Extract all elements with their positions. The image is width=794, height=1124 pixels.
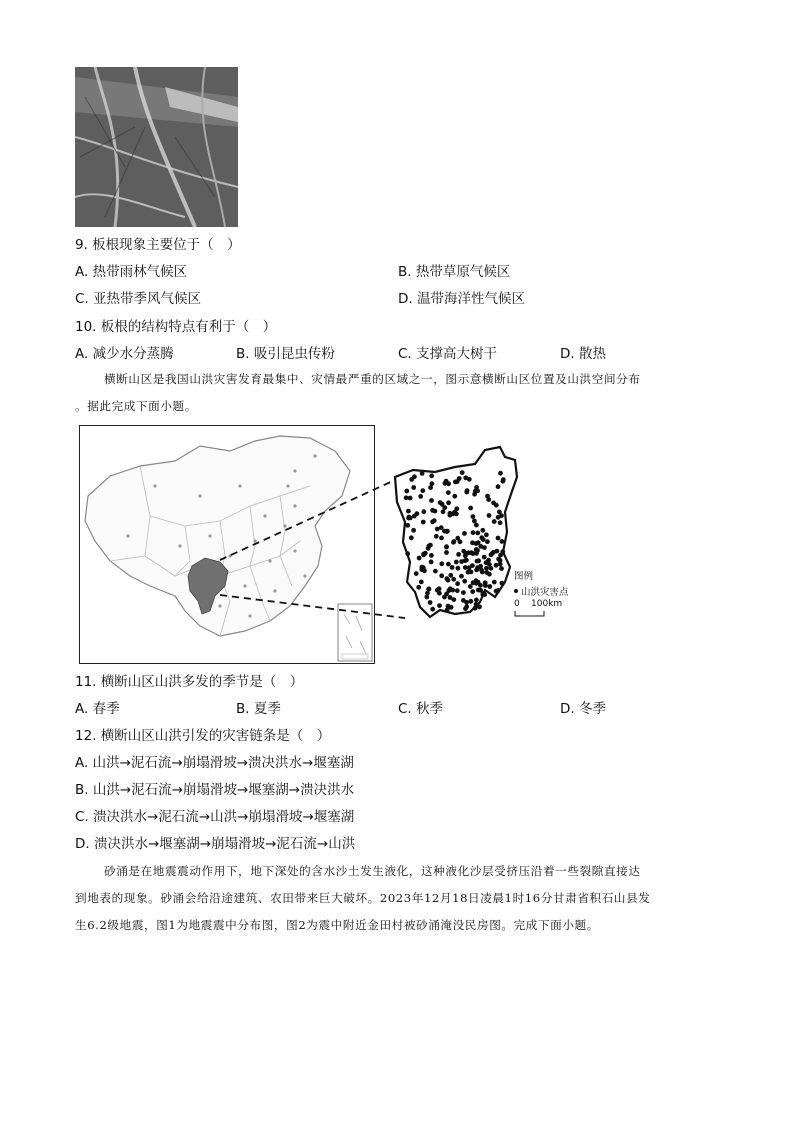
q9-option-a[interactable]: A. 热带雨林气候区 — [75, 264, 188, 280]
flood-point — [468, 599, 473, 604]
flood-point — [445, 529, 450, 534]
flood-point — [405, 551, 410, 556]
flood-point — [434, 534, 439, 539]
flood-point — [405, 523, 410, 528]
flood-point — [456, 566, 461, 571]
flood-point — [430, 481, 435, 486]
flood-point — [451, 540, 456, 545]
flood-point — [437, 586, 442, 591]
legend-title: 图例 — [514, 571, 534, 582]
q9-option-b[interactable]: B. 热带草原气候区 — [398, 264, 511, 280]
flood-point — [471, 514, 476, 519]
flood-point — [428, 543, 433, 548]
flood-point — [476, 558, 481, 563]
q11-stem: 11. 横断山区山洪多发的季节是（ ） — [75, 674, 304, 690]
legend-row — [514, 584, 569, 598]
flood-point — [444, 479, 449, 484]
connector-lines — [200, 470, 410, 630]
flood-point — [478, 588, 483, 593]
flood-point — [461, 590, 466, 595]
flood-point — [448, 573, 453, 578]
flood-point — [496, 536, 501, 541]
flood-point — [496, 484, 501, 489]
flood-point — [470, 540, 475, 545]
flood-point — [429, 498, 434, 503]
flood-point — [474, 602, 479, 607]
flood-point — [451, 577, 456, 582]
flood-point — [433, 509, 438, 514]
flood-point — [428, 600, 433, 605]
flood-point — [418, 494, 423, 499]
flood-point — [442, 595, 447, 600]
flood-point — [455, 581, 460, 586]
q9-option-c[interactable]: C. 亚热带季风气候区 — [75, 291, 202, 307]
flood-point — [454, 560, 459, 565]
flood-point — [469, 570, 474, 575]
flood-point — [454, 506, 459, 511]
flood-point — [496, 515, 501, 520]
flood-point — [420, 471, 425, 476]
flood-point — [472, 519, 477, 524]
q10-option-b[interactable]: B. 吸引昆虫传粉 — [236, 346, 335, 362]
flood-point — [482, 555, 487, 560]
flood-point — [406, 509, 411, 514]
flood-point — [470, 589, 475, 594]
buttress-root-photo — [75, 67, 238, 227]
flood-point — [499, 566, 504, 571]
flood-point — [461, 549, 466, 554]
flood-point — [463, 475, 468, 480]
flood-point — [489, 566, 494, 571]
flood-point — [485, 539, 490, 544]
flood-point — [496, 588, 501, 593]
flood-point — [446, 562, 451, 567]
flood-point — [455, 536, 460, 541]
q10-option-d[interactable]: D. 散热 — [560, 346, 606, 362]
legend-item: 山洪灾害点 — [521, 587, 569, 598]
q12-stem: 12. 横断山区山洪引发的灾害链条是（ ） — [75, 728, 331, 744]
flood-point — [475, 531, 480, 536]
q11-option-d[interactable]: D. 冬季 — [560, 701, 606, 717]
flood-point — [409, 535, 414, 540]
flood-point — [497, 510, 502, 515]
flood-point — [484, 560, 489, 565]
flood-point — [460, 470, 465, 475]
flood-point — [456, 552, 461, 557]
flood-point — [444, 550, 449, 555]
flood-point — [459, 559, 464, 564]
flood-point — [484, 532, 489, 537]
q9-stem: 9. 板根现象主要位于（ ） — [75, 237, 241, 253]
flood-point — [470, 563, 475, 568]
flood-point — [439, 525, 444, 530]
q10-option-c[interactable]: C. 支撑高大树干 — [398, 346, 498, 362]
flood-point — [466, 550, 471, 555]
flood-point — [452, 494, 457, 499]
flood-point — [487, 513, 492, 518]
flood-point — [459, 574, 464, 579]
flood-point — [474, 523, 479, 528]
flood-point — [480, 592, 485, 597]
q12-option-a[interactable]: A. 山洪→泥石流→崩塌滑坡→溃决洪水→堰塞湖 — [75, 755, 354, 771]
flood-point — [455, 479, 460, 484]
flood-point — [422, 568, 427, 573]
flood-point — [498, 562, 503, 567]
flood-point — [478, 544, 483, 549]
flood-point — [441, 509, 446, 514]
flood-point — [487, 584, 492, 589]
flood-point — [495, 549, 500, 554]
flood-point — [439, 573, 444, 578]
intro2-line1: 砂涌是在地震震动作用下，地下深处的含水沙土发生液化，这种液化沙层受挤压沿着一些裂隙直接达 — [104, 864, 641, 878]
flood-point — [448, 595, 453, 600]
flood-point — [480, 570, 485, 575]
flood-point — [446, 490, 451, 495]
flood-point — [450, 565, 455, 570]
flood-point — [455, 588, 460, 593]
q9-option-d[interactable]: D. 温带海洋性气候区 — [398, 291, 525, 307]
flood-point — [464, 558, 469, 563]
flood-point — [498, 520, 503, 525]
flood-point — [430, 519, 435, 524]
flood-point — [474, 568, 479, 573]
scale-bar — [514, 610, 564, 618]
flood-point — [462, 531, 467, 536]
flood-point — [449, 605, 454, 610]
flood-point — [474, 547, 479, 552]
flood-point — [474, 581, 479, 586]
q12-option-b[interactable]: B. 山洪→泥石流→崩塌滑坡→堰塞湖→溃决洪水 — [75, 782, 355, 798]
flood-point — [501, 479, 506, 484]
flood-point — [429, 473, 434, 478]
flood-point — [411, 485, 416, 490]
flood-point — [500, 581, 505, 586]
q12-option-c[interactable]: C. 溃决洪水→泥石流→山洪→崩塌滑坡→堰塞湖 — [75, 809, 355, 825]
flood-point — [419, 580, 424, 585]
flood-point — [417, 556, 422, 561]
flood-point — [408, 516, 413, 521]
q11-option-b[interactable]: B. 夏季 — [236, 701, 281, 717]
hengduan-flood-map — [385, 442, 525, 622]
flood-point — [430, 607, 435, 612]
flood-point — [427, 587, 432, 592]
flood-point — [420, 488, 425, 493]
flood-point-symbol-icon — [514, 589, 518, 593]
flood-point — [462, 579, 467, 584]
intro2-line2: 到地表的现象。砂涌会给沿途建筑、农田带来巨大破坏。2023年12月18日凌晨1时16分甘肃省积石山县发 — [75, 891, 651, 905]
flood-point — [464, 600, 469, 605]
flood-point — [448, 511, 453, 516]
flood-point — [500, 549, 505, 554]
flood-point — [463, 606, 468, 611]
scale-zero: 0 — [514, 599, 520, 609]
flood-point — [474, 598, 479, 603]
flood-point — [404, 489, 409, 494]
flood-point — [412, 514, 417, 519]
q10-stem: 10. 板根的结构特点有利于（ ） — [75, 319, 277, 335]
intro1-line1: 横断山区是我国山洪灾害发育最集中、灾情最严重的区域之一，图示意横断山区位置及山洪空间分布 — [104, 372, 641, 386]
flood-point — [498, 471, 503, 476]
flood-point — [446, 578, 451, 583]
flood-point — [463, 565, 468, 570]
scale-label: 100km — [531, 599, 563, 609]
flood-point — [500, 539, 505, 544]
flood-point — [421, 520, 426, 525]
flood-point — [484, 566, 489, 571]
flood-point — [489, 552, 494, 557]
flood-point — [437, 603, 442, 608]
intro1-line2: 。据此完成下面小题。 — [75, 399, 197, 413]
flood-point — [454, 512, 459, 517]
flood-point — [438, 500, 443, 505]
flood-point — [480, 528, 485, 533]
flood-point — [408, 496, 413, 501]
flood-point — [468, 584, 473, 589]
flood-point — [483, 580, 488, 585]
flood-point — [471, 530, 476, 535]
flood-point — [486, 497, 491, 502]
flood-point — [439, 561, 444, 566]
q12-option-d[interactable]: D. 溃决洪水→堰塞湖→崩塌滑坡→泥石流→山洪 — [75, 836, 356, 852]
flood-point — [446, 500, 451, 505]
flood-point — [421, 552, 426, 557]
flood-point — [468, 506, 473, 511]
flood-point — [496, 557, 501, 562]
flood-point — [429, 553, 434, 558]
flood-point — [481, 537, 486, 542]
flood-point — [444, 545, 449, 550]
flood-point — [472, 492, 477, 497]
q11-option-a[interactable]: A. 春季 — [75, 701, 120, 717]
flood-point — [492, 519, 497, 524]
flood-point — [465, 488, 470, 493]
flood-point — [492, 580, 497, 585]
flood-point — [409, 477, 414, 482]
flood-point — [433, 569, 438, 574]
intro2-line3: 生6.2级地震，图1为地震震中分布图，图2为震中附近金田村被砂涌淹没民房图。完成下面小题。 — [75, 918, 599, 932]
flood-point — [411, 528, 416, 533]
flood-point — [478, 583, 483, 588]
flood-point — [421, 509, 426, 514]
flood-point — [429, 560, 434, 565]
flood-point — [491, 501, 496, 506]
flood-point — [447, 588, 452, 593]
flood-point — [485, 570, 490, 575]
q11-option-c[interactable]: C. 秋季 — [398, 701, 444, 717]
flood-point — [439, 536, 444, 541]
flood-point — [414, 571, 419, 576]
flood-point — [416, 585, 421, 590]
q10-option-a[interactable]: A. 减少水分蒸腾 — [75, 346, 174, 362]
